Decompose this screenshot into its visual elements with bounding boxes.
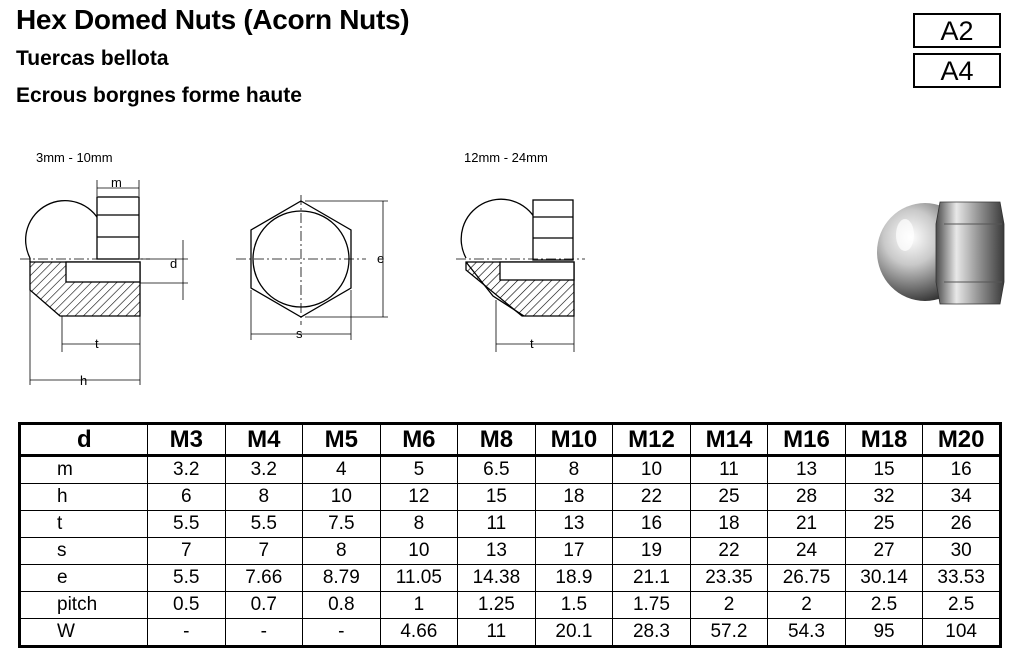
- table-cell: 20.1: [535, 619, 613, 647]
- table-cell: 18: [535, 484, 613, 511]
- table-cell: 14.38: [458, 565, 536, 592]
- table-cell: 18.9: [535, 565, 613, 592]
- table-cell: 10: [303, 484, 381, 511]
- dim-label-e: e: [377, 251, 385, 266]
- table-cell: 19: [613, 538, 691, 565]
- table-cell: 2.5: [923, 592, 1001, 619]
- row-label: pitch: [20, 592, 148, 619]
- table-cell: 30.14: [845, 565, 923, 592]
- table-cell: 21.1: [613, 565, 691, 592]
- table-cell: 104: [923, 619, 1001, 647]
- table-cell: 34: [923, 484, 1001, 511]
- table-cell: 26.75: [768, 565, 846, 592]
- table-cell: 28: [768, 484, 846, 511]
- table-cell: 15: [458, 484, 536, 511]
- dimension-table: [18, 422, 1002, 648]
- table-cell: 5: [380, 456, 458, 484]
- table-cell: 16: [613, 511, 691, 538]
- table-cell: 13: [768, 456, 846, 484]
- table-cell: 0.8: [303, 592, 381, 619]
- table-cell: -: [303, 619, 381, 647]
- table-cell: 95: [845, 619, 923, 647]
- table-cell: 17: [535, 538, 613, 565]
- table-row: [20, 456, 1001, 484]
- table-cell: 10: [613, 456, 691, 484]
- table-row: [20, 619, 1001, 647]
- table-cell: 10: [380, 538, 458, 565]
- dim-label-d: d: [170, 256, 178, 271]
- table-cell: 11: [458, 619, 536, 647]
- table-cell: 27: [845, 538, 923, 565]
- header-cell: M14: [690, 424, 768, 456]
- page-title: Hex Domed Nuts (Acorn Nuts): [16, 4, 410, 35]
- table-cell: 6.5: [458, 456, 536, 484]
- row-label: e: [20, 565, 148, 592]
- range-label-large: 12mm - 24mm: [464, 150, 548, 165]
- table-cell: 6: [148, 484, 226, 511]
- row-label: m: [20, 456, 148, 484]
- table-cell: 24: [768, 538, 846, 565]
- table-cell: 1.5: [535, 592, 613, 619]
- table-cell: 7.66: [225, 565, 303, 592]
- table-cell: 26: [923, 511, 1001, 538]
- header-cell: M10: [535, 424, 613, 456]
- table-cell: 28.3: [613, 619, 691, 647]
- table-cell: 8: [303, 538, 381, 565]
- dim-label-t-small: t: [95, 336, 99, 351]
- table-cell: 11: [690, 456, 768, 484]
- header-cell: M16: [768, 424, 846, 456]
- dim-label-t-large: t: [530, 336, 534, 351]
- header-cell: d: [20, 424, 148, 456]
- table-cell: 4: [303, 456, 381, 484]
- table-cell: 5.5: [148, 565, 226, 592]
- table-cell: 8: [535, 456, 613, 484]
- table-cell: 1.25: [458, 592, 536, 619]
- table-cell: 2: [768, 592, 846, 619]
- header-cell: M3: [148, 424, 226, 456]
- table-cell: 13: [535, 511, 613, 538]
- table-cell: 0.7: [225, 592, 303, 619]
- header-cell: M20: [923, 424, 1001, 456]
- table-cell: 1.75: [613, 592, 691, 619]
- table-row: [20, 565, 1001, 592]
- table-cell: 21: [768, 511, 846, 538]
- drawing-hex-view: [236, 195, 388, 340]
- acorn-nut-photo: [877, 202, 1004, 304]
- table-cell: 5.5: [148, 511, 226, 538]
- table-header-row: [20, 424, 1001, 456]
- table-cell: 8: [225, 484, 303, 511]
- header-cell: M18: [845, 424, 923, 456]
- table-cell: 12: [380, 484, 458, 511]
- table-cell: 54.3: [768, 619, 846, 647]
- grade-box-a2: A2: [913, 13, 1001, 48]
- table-cell: 25: [845, 511, 923, 538]
- table-cell: 7.5: [303, 511, 381, 538]
- row-label: h: [20, 484, 148, 511]
- drawing-side-large: [456, 199, 585, 352]
- table-cell: 33.53: [923, 565, 1001, 592]
- table-cell: 13: [458, 538, 536, 565]
- table-cell: 25: [690, 484, 768, 511]
- subtitle-spanish: Tuercas bellota: [16, 47, 169, 70]
- table-cell: 11.05: [380, 565, 458, 592]
- table-cell: 15: [845, 456, 923, 484]
- table-cell: 7: [148, 538, 226, 565]
- dim-label-m: m: [111, 175, 122, 190]
- dim-label-h: h: [80, 373, 88, 388]
- table-cell: 2: [690, 592, 768, 619]
- table-cell: 22: [690, 538, 768, 565]
- row-label: s: [20, 538, 148, 565]
- table-cell: 2.5: [845, 592, 923, 619]
- dim-label-s: s: [296, 326, 303, 341]
- header-cell: M4: [225, 424, 303, 456]
- table-row: [20, 484, 1001, 511]
- table-cell: 18: [690, 511, 768, 538]
- row-label: t: [20, 511, 148, 538]
- table-cell: 8.79: [303, 565, 381, 592]
- subtitle-french: Ecrous borgnes forme haute: [16, 84, 302, 107]
- table-cell: 1: [380, 592, 458, 619]
- row-label: W: [20, 619, 148, 647]
- table-row: [20, 538, 1001, 565]
- header-cell: M12: [613, 424, 691, 456]
- range-label-small: 3mm - 10mm: [36, 150, 113, 165]
- table-cell: 3.2: [225, 456, 303, 484]
- table-row: [20, 511, 1001, 538]
- table-cell: 23.35: [690, 565, 768, 592]
- table-cell: 8: [380, 511, 458, 538]
- header-cell: M6: [380, 424, 458, 456]
- drawing-side-small: [20, 180, 188, 385]
- table-cell: 57.2: [690, 619, 768, 647]
- header-cell: M5: [303, 424, 381, 456]
- table-body: [20, 456, 1001, 647]
- table-cell: 7: [225, 538, 303, 565]
- table-cell: 3.2: [148, 456, 226, 484]
- grade-box-a4: A4: [913, 53, 1001, 88]
- header-cell: M8: [458, 424, 536, 456]
- table-cell: 5.5: [225, 511, 303, 538]
- table-row: [20, 592, 1001, 619]
- table-cell: 0.5: [148, 592, 226, 619]
- table-cell: 32: [845, 484, 923, 511]
- table-cell: 16: [923, 456, 1001, 484]
- table-cell: -: [148, 619, 226, 647]
- table-cell: 30: [923, 538, 1001, 565]
- table-cell: 11: [458, 511, 536, 538]
- table-cell: 4.66: [380, 619, 458, 647]
- table-cell: -: [225, 619, 303, 647]
- table-cell: 22: [613, 484, 691, 511]
